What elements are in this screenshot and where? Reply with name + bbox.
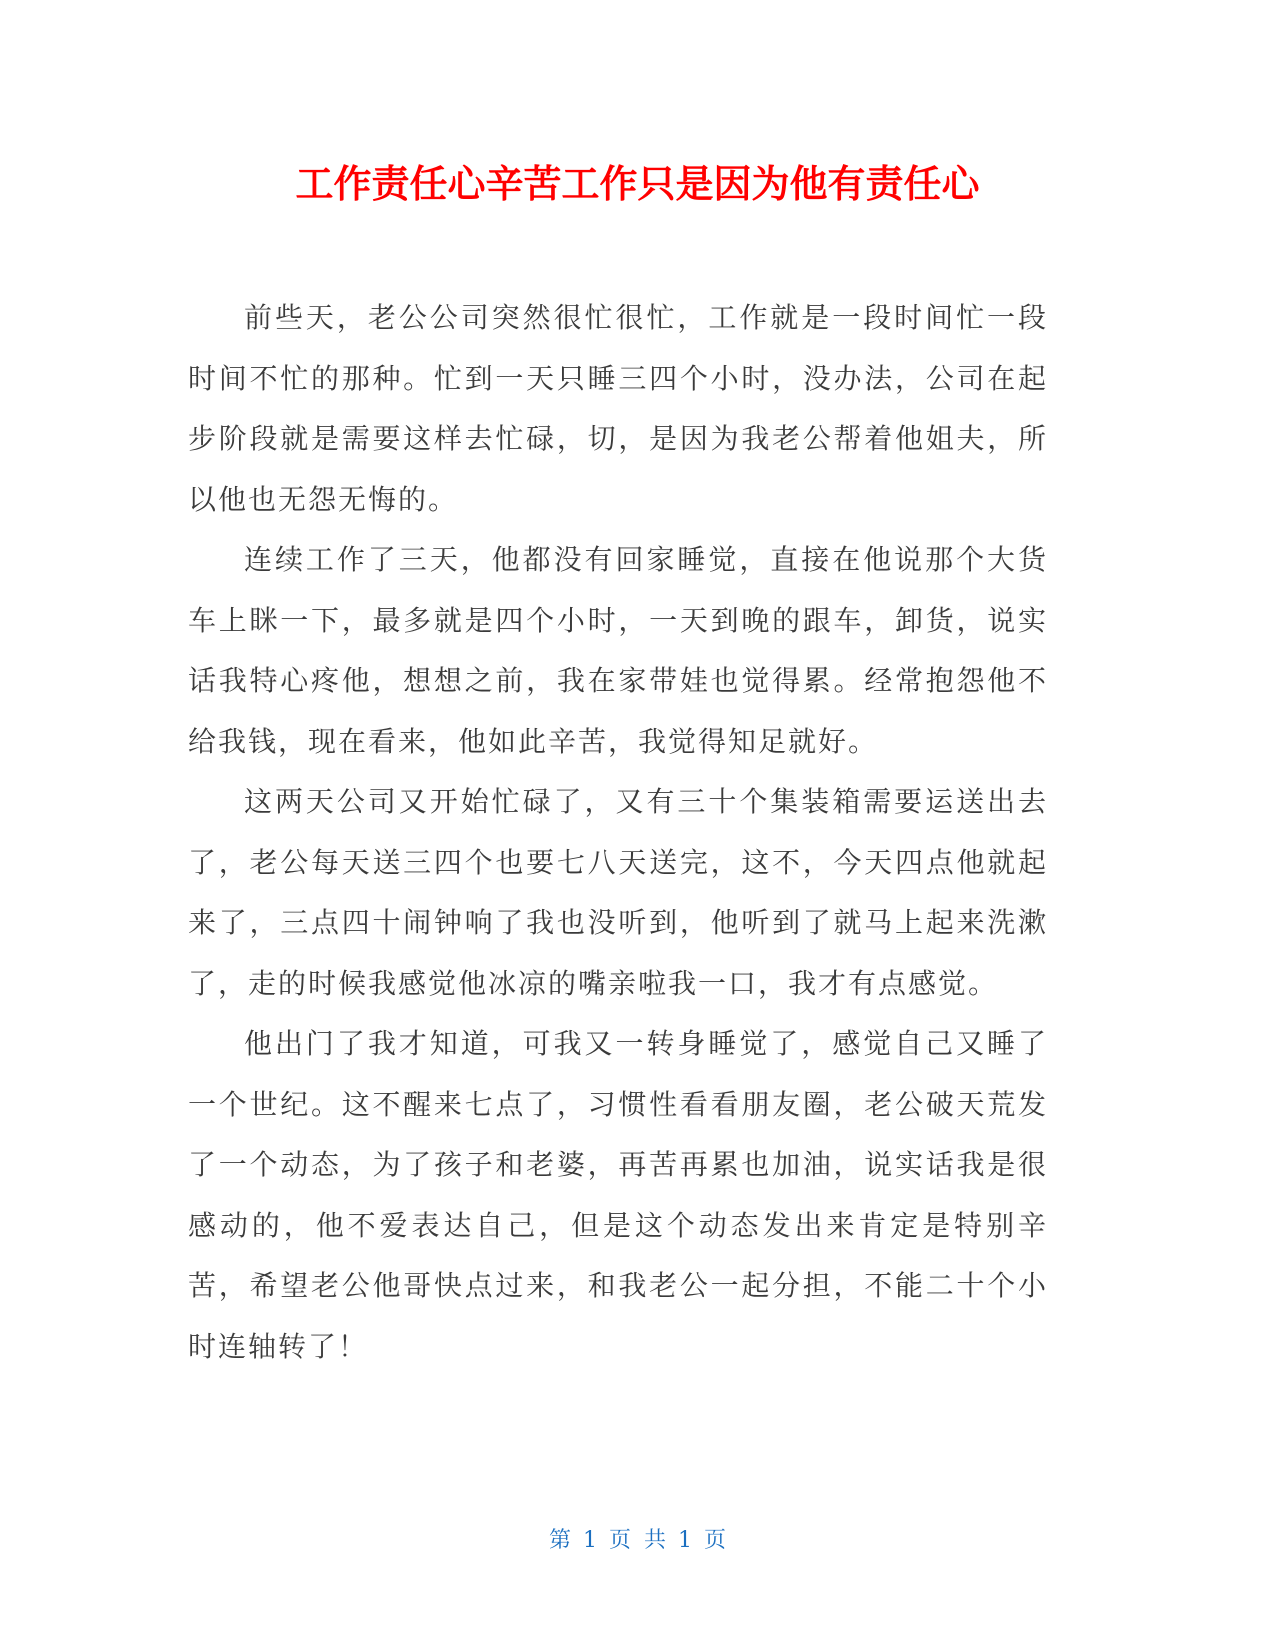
paragraph: 前些天，老公公司突然很忙很忙，工作就是一段时间忙一段时间不忙的那种。忙到一天只睡三四个小时，没办法，公司在起步阶段就是需要这样去忙碌，切，是因为我老公帮着他姐夫，所以他也无怨无悔的。 <box>188 301 1048 516</box>
page-label-mid: 页 共 <box>609 1528 666 1553</box>
document-body <box>188 288 1048 1377</box>
paragraph: 他出门了我才知道，可我又一转身睡觉了，感觉自己又睡了一个世纪。这不醒来七点了，习惯性看看朋友圈，老公破天荒发了一个动态，为了孩子和老婆，再苦再累也加油，说实话我是很感动的，他不爱表达自己，但是这个动态发出来肯定是特别辛苦，希望老公他哥快点过来，和我老公一起分担，不能二十个小时连轴转了！ <box>188 1027 1048 1363</box>
page-label-suffix: 页 <box>704 1528 727 1553</box>
document-title: 工作责任心辛苦工作只是因为他有责任心 <box>295 162 980 206</box>
paragraph: 这两天公司又开始忙碌了，又有三十个集装箱需要运送出去了，老公每天送三四个也要七八天送完，这不，今天四点他就起来了，三点四十闹钟响了我也没听到，他听到了就马上起来洗漱了，走的时候我感觉他冰凉的嘴亲啦我一口，我才有点感觉。 <box>188 785 1048 1000</box>
paragraph: 连续工作了三天，他都没有回家睡觉，直接在他说那个大货车上眯一下，最多就是四个小时，一天到晚的跟车，卸货，说实话我特心疼他，想想之前，我在家带娃也觉得累。经常抱怨他不给我钱，现在看来，他如此辛苦，我觉得知足就好。 <box>188 543 1048 758</box>
total-pages-number: 1 <box>678 1528 692 1553</box>
page-footer <box>0 1526 1275 1556</box>
current-page-number: 1 <box>583 1528 597 1553</box>
page-label-prefix: 第 <box>548 1528 571 1553</box>
